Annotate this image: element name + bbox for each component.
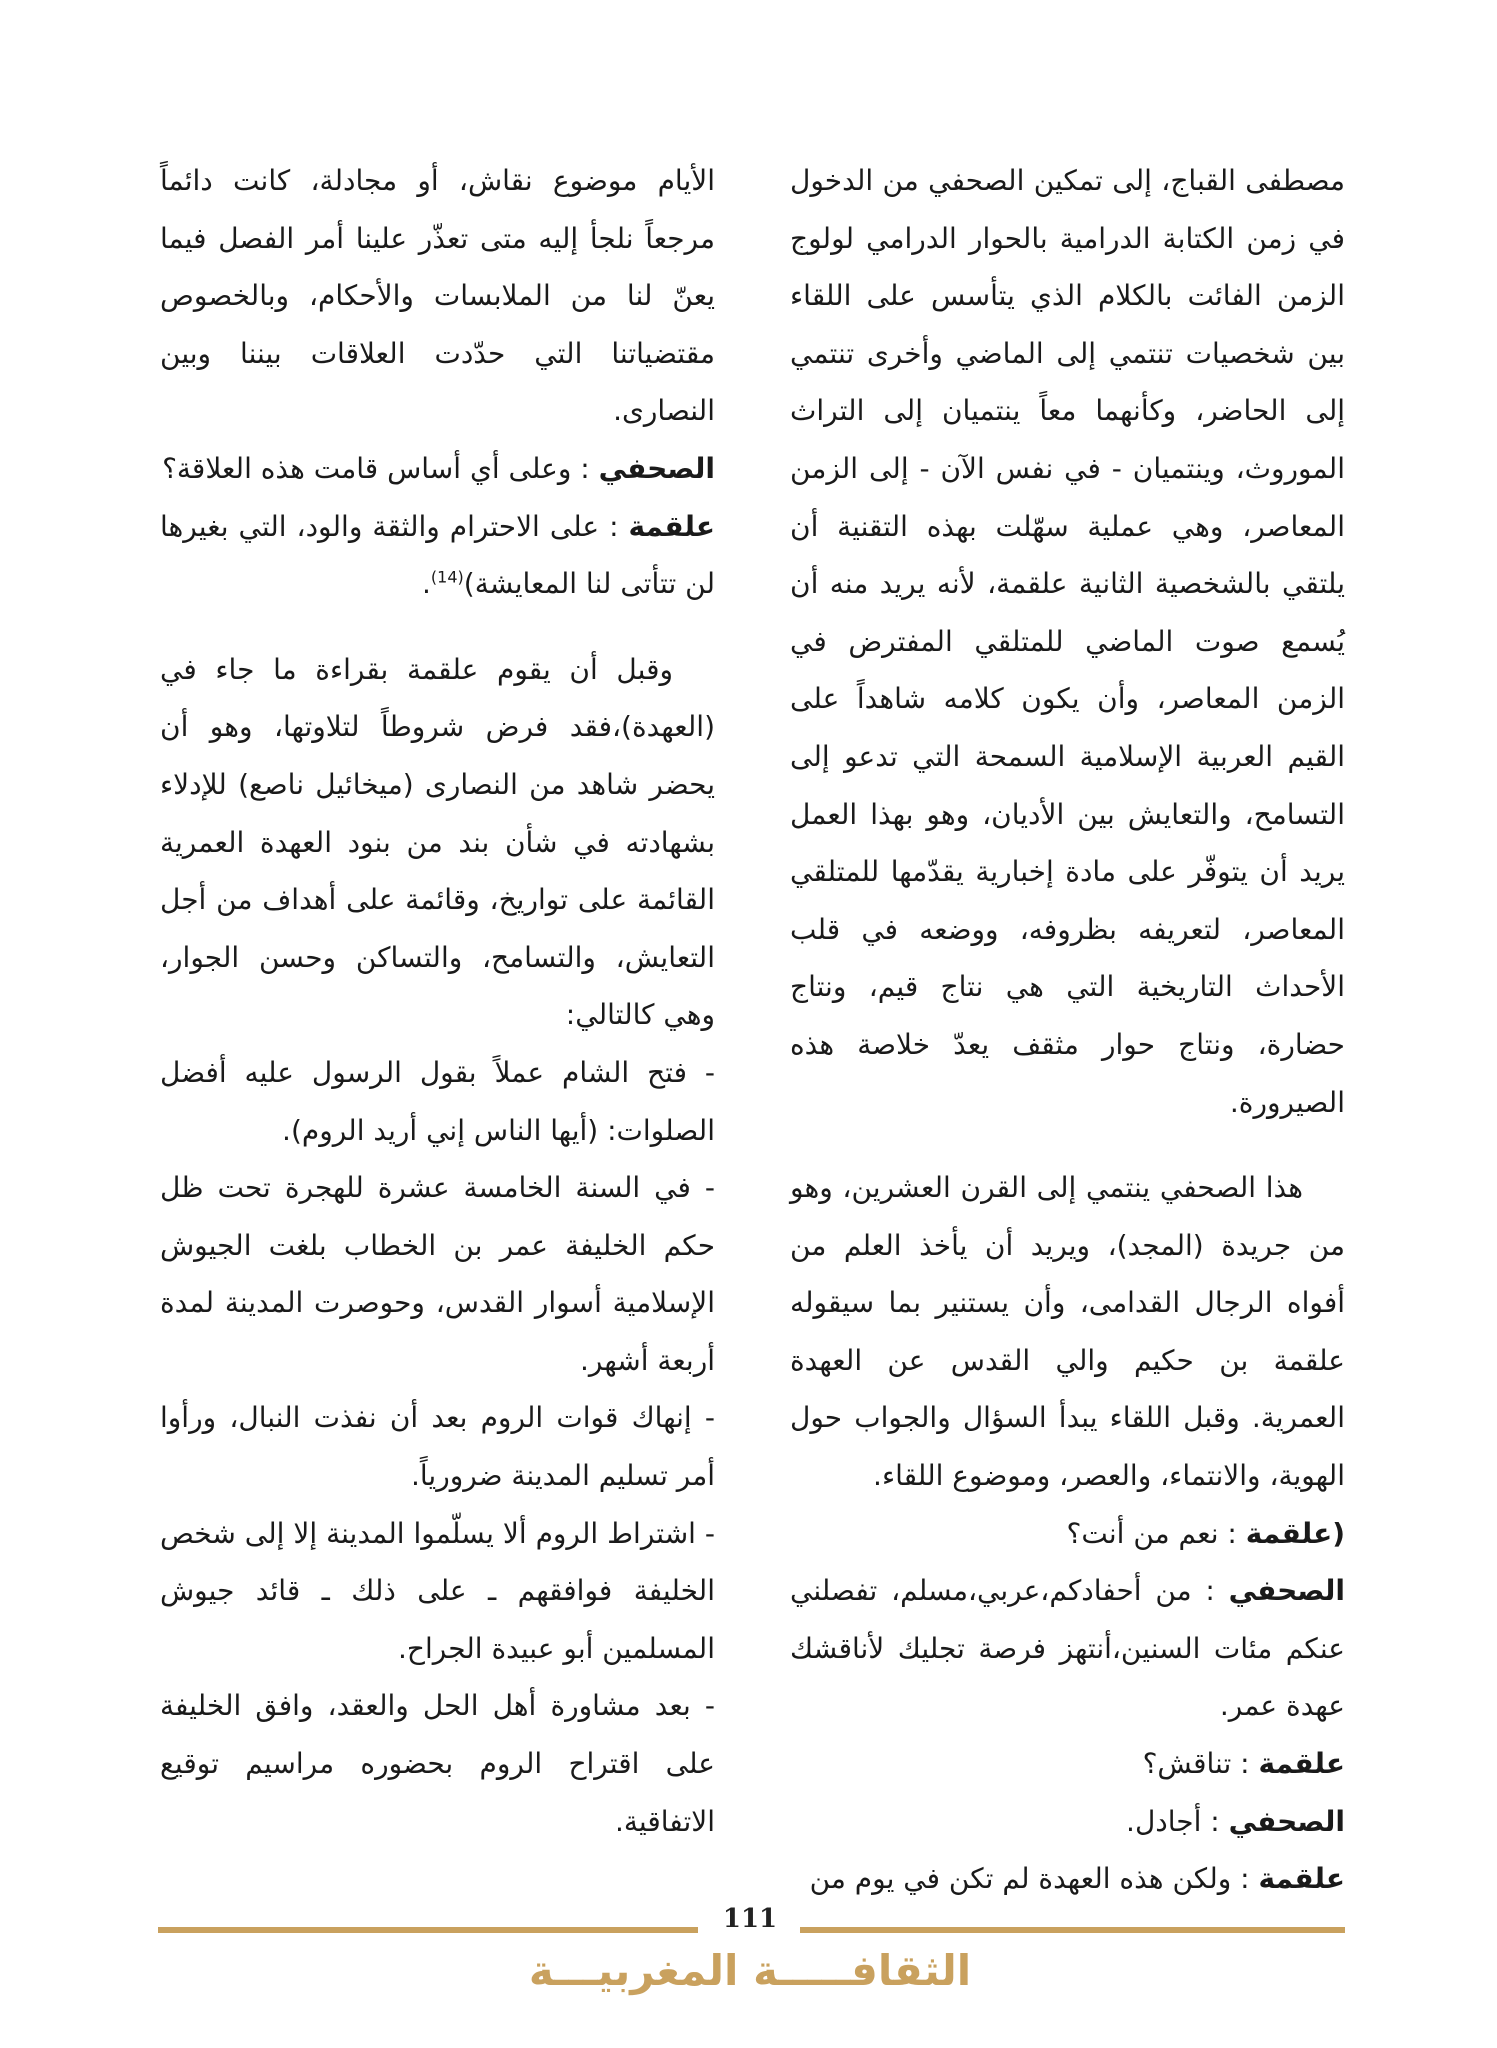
page-number: 111 [722,1904,778,1934]
speaker-name: الصحفي [1228,1574,1345,1608]
speaker-name: الصحفي [598,451,715,485]
dialogue-text: : نعم من أنت؟ [1066,1516,1237,1550]
paragraph: الأيام موضوع نقاش، أو مجادلة، كانت دائماً مرجعاً نلجأ إليه متى تعذّر علينا أمر الفصل فيما يعنّ لنا من الملابسات والأحكام، وبالخصوص مقتضياتنا التي حدّدت العلاقات بيننا وبين النصارى. [160,164,715,428]
list-item: - في السنة الخامسة عشرة للهجرة تحت ظل حكم الخليفة عمر بن الخطاب بلغت الجيوش الإسلامية أسوار القدس، وحوصرت المدينة لمدة أربعة أشهر. [160,1171,715,1377]
dialogue-text: : على الاحترام والثقة والود، التي بغيرها لن تتأتى لنا المعايشة) [160,509,715,601]
left-column [160,152,715,1850]
dialogue-line [790,1850,1345,1908]
paragraph: وقبل أن يقوم علقمة بقراءة ما جاء في (العهدة)،فقد فرض شروطاً لتلاوتها، وهو أن يحضر شاهد من النصارى (ميخائيل ناصع) للإدلاء بشهادته في شأن بند من بنود العهدة العمرية القائمة على تواريخ، وقائمة على أهداف من أجل التعايش، والتسامح، والتساكن وحسن الجوار، وهي كالتالي: [160,652,715,1032]
dialogue-end: . [422,567,431,601]
speaker-name: الصحفي [1228,1804,1345,1838]
footer-rule-right [800,1927,1345,1933]
paragraph: هذا الصحفي ينتمي إلى القرن العشرين، وهو من جريدة (المجد)، ويريد أن يأخذ العلم من أفواه الرجال القدامى، وأن يستنير بما سيقوله علقمة بن حكيم والي القدس عن العهدة العمرية. وقبل اللقاء يبدأ السؤال والجواب حول الهوية، والانتماء، والعصر، وموضوع اللقاء. [790,1171,1345,1493]
dialogue-line [160,498,715,613]
list-item: - اشتراط الروم ألا يسلّموا المدينة إلا إلى شخص الخليفة فوافقهم ـ على ذلك ـ قائد جيوش المسلمين أبو عبيدة الجراح. [160,1516,715,1665]
dialogue-line [790,1562,1345,1735]
footer-rule-left [158,1927,698,1933]
footnote-ref[interactable]: (14) [430,567,464,587]
list-item: - إنهاك قوات الروم بعد أن نفذت النبال، ورأوا أمر تسليم المدينة ضرورياً. [160,1401,715,1493]
speaker-name: علقمة [1258,1747,1345,1781]
speaker-name: علقمة [1258,1862,1345,1896]
list-item: - فتح الشام عملاً بقول الرسول عليه أفضل الصلوات: (أيها الناس إني أريد الروم). [160,1055,715,1147]
right-column [790,152,1345,1908]
dialogue-text: : وعلى أي أساس قامت هذه العلاقة؟ [162,451,590,485]
dialogue-text: : من أحفادكم،عربي،مسلم، تفصلني عنكم مئات السنين،أنتهز فرصة تجليك لأناقشك عهدة عمر. [790,1574,1345,1723]
speaker-name: علقمة [628,509,715,543]
dialogue-line [790,1505,1345,1563]
dialogue-text: : تناقش؟ [1142,1747,1250,1781]
magazine-title: الثقافـــــة المغربيـــة [528,1946,972,1995]
dialogue-text: : أجادل. [1126,1804,1220,1838]
list-item: - بعد مشاورة أهل الحل والعقد، وافق الخليفة على اقتراح الروم بحضوره مراسيم توقيع الاتفاقية. [160,1689,715,1838]
speaker-name: (علقمة [1245,1516,1345,1550]
paragraph: مصطفى القباج، إلى تمكين الصحفي من الدخول في زمن الكتابة الدرامية بالحوار الدرامي لولوج الزمن الفائت بالكلام الذي يتأسس على اللقاء بين شخصيات تنتمي إلى الماضي وأخرى تنتمي إلى الحاضر، وكأنهما معاً ينتميان إلى التراث الموروث، وينتميان - في نفس الآن - إلى الزمن المعاصر، وهي عملية سهّلت بهذه التقنية أن يلتقي بالشخصية الثانية علقمة، لأنه يريد منه أن يُسمع صوت الماضي للمتلقي المفترض في الزمن المعاصر، وأن يكون كلامه شاهداً على القيم العربية الإسلامية السمحة التي تدعو إلى التسامح، والتعايش بين الأديان، وهو بهذا العمل يريد أن يتوفّر على مادة إخبارية يقدّمها للمتلقي المعاصر، لتعريفه بظروفه، ووضعه في قلب الأحداث التاريخية التي هي نتاج قيم، ونتاج حضارة، ونتاج حوار مثقف يعدّ خلاصة هذه الصيرورة. [790,164,1345,1119]
dialogue-text: : ولكن هذه العهدة لم تكن في يوم من [809,1862,1250,1896]
dialogue-line [790,1793,1345,1851]
dialogue-line [790,1735,1345,1793]
dialogue-line [160,440,715,498]
